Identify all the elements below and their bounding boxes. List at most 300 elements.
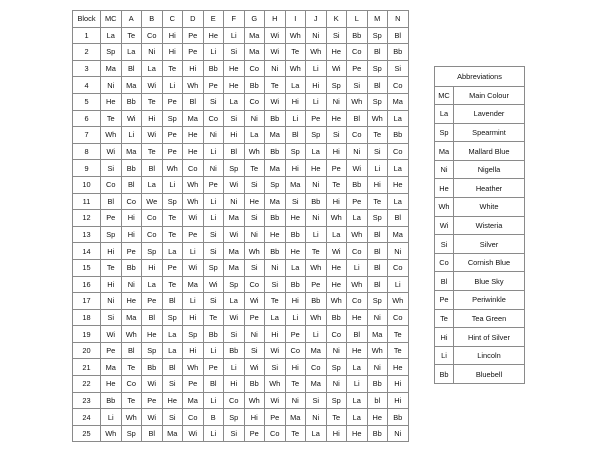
colour-cell: Te (142, 143, 163, 160)
abbreviation-row (435, 253, 525, 272)
colour-cell: Bb (121, 93, 142, 110)
table-row (73, 176, 409, 193)
colour-cell: He (326, 110, 347, 127)
block-number: 11 (73, 193, 101, 210)
colour-cell: Wh (244, 392, 265, 409)
colour-cell: Wi (244, 359, 265, 376)
colour-cell: Wh (367, 110, 388, 127)
column-header-g: G (244, 11, 265, 28)
colour-cell: Hi (326, 143, 347, 160)
colour-cell: He (203, 27, 224, 44)
colour-cell: La (224, 93, 245, 110)
block-number: 23 (73, 392, 101, 409)
colour-cell: Wi (265, 93, 286, 110)
colour-cell: Li (224, 359, 245, 376)
colour-cell: Wi (326, 60, 347, 77)
colour-cell: Wi (142, 376, 163, 393)
colour-cell: Li (203, 193, 224, 210)
colour-cell: Si (203, 226, 224, 243)
colour-cell: Ma (121, 77, 142, 94)
colour-cell: Si (306, 392, 327, 409)
block-number: 8 (73, 143, 101, 160)
colour-cell: Bb (326, 309, 347, 326)
colour-cell: Ni (388, 425, 409, 442)
block-number: 15 (73, 259, 101, 276)
table-row (73, 60, 409, 77)
colour-cell: Co (326, 326, 347, 343)
colour-cell: He (224, 77, 245, 94)
colour-cell: Wi (183, 259, 204, 276)
colour-cell: Si (162, 409, 183, 426)
colour-cell: Bb (285, 276, 306, 293)
colour-cell: Te (367, 193, 388, 210)
abbreviation-code: Bl (435, 272, 454, 291)
colour-cell: Si (347, 77, 368, 94)
column-header-b: B (142, 11, 163, 28)
colour-cell: Si (224, 425, 245, 442)
colour-cell: Wh (306, 44, 327, 61)
colour-cell: La (347, 392, 368, 409)
colour-cell: Te (285, 376, 306, 393)
colour-cell: Hi (265, 326, 286, 343)
colour-cell: Sp (162, 193, 183, 210)
table-row (73, 27, 409, 44)
colour-cell: La (285, 259, 306, 276)
colour-cell: Te (388, 326, 409, 343)
column-header-c: C (162, 11, 183, 28)
colour-cell: Bl (367, 276, 388, 293)
abbreviation-code: Wi (435, 216, 454, 235)
colour-cell: La (347, 359, 368, 376)
colour-cell: He (142, 326, 163, 343)
block-number: 9 (73, 160, 101, 177)
colour-cell: Li (203, 425, 224, 442)
colour-cell: Bb (121, 160, 142, 177)
colour-cell: Ni (101, 293, 122, 310)
colour-cell: La (347, 210, 368, 227)
colour-cell: bl (367, 392, 388, 409)
block-number: 25 (73, 425, 101, 442)
colour-cell: Pe (347, 60, 368, 77)
colour-cell: He (347, 342, 368, 359)
colour-cell: Ma (121, 309, 142, 326)
colour-cell: Ni (306, 210, 327, 227)
colour-cell: Te (265, 293, 286, 310)
colour-cell: Te (121, 392, 142, 409)
colour-cell: He (367, 409, 388, 426)
colour-cell: Wi (265, 342, 286, 359)
colour-cell: Ni (306, 176, 327, 193)
colour-cell: Ma (265, 160, 286, 177)
colour-cell: Ni (326, 376, 347, 393)
colour-cell: Sp (224, 160, 245, 177)
colour-cell: Co (183, 409, 204, 426)
colour-cell: Li (347, 376, 368, 393)
colour-cell: Bb (121, 259, 142, 276)
block-number: 13 (73, 226, 101, 243)
table-row (73, 342, 409, 359)
colour-cell: La (306, 425, 327, 442)
colour-cell: Wi (265, 44, 286, 61)
colour-cell: Bl (388, 27, 409, 44)
colour-cell: Si (285, 193, 306, 210)
colour-cell: Li (306, 93, 327, 110)
abbreviation-row (435, 309, 525, 328)
colour-cell: Bb (388, 409, 409, 426)
colour-cell: Hi (162, 27, 183, 44)
colour-cell: Sp (367, 293, 388, 310)
colour-cell: Bl (121, 60, 142, 77)
colour-cell: Bl (162, 359, 183, 376)
colour-cell: He (326, 44, 347, 61)
abbreviation-row (435, 291, 525, 310)
colour-cell: Li (306, 60, 327, 77)
colour-cell: He (347, 425, 368, 442)
colour-cell: He (121, 293, 142, 310)
column-header-k: K (326, 11, 347, 28)
colour-cell: Li (121, 127, 142, 144)
colour-cell: Si (203, 293, 224, 310)
abbreviations-title-row (435, 67, 525, 87)
block-number: 16 (73, 276, 101, 293)
colour-cell: Wh (183, 176, 204, 193)
colour-cell: Pe (101, 342, 122, 359)
colour-cell: Bl (224, 143, 245, 160)
column-header-j: J (306, 11, 327, 28)
colour-cell: Li (203, 143, 224, 160)
colour-cell: Sp (367, 27, 388, 44)
colour-cell: Bb (265, 143, 286, 160)
table-row (73, 44, 409, 61)
colour-cell: Pe (285, 326, 306, 343)
block-number: 18 (73, 309, 101, 326)
block-number: 10 (73, 176, 101, 193)
colour-cell: He (306, 160, 327, 177)
table-row (73, 160, 409, 177)
colour-cell: Co (101, 176, 122, 193)
colour-cell: Pe (183, 376, 204, 393)
block-number: 4 (73, 77, 101, 94)
colour-cell: Wi (121, 110, 142, 127)
colour-cell: Co (142, 226, 163, 243)
colour-cell: Co (388, 77, 409, 94)
colour-cell: He (162, 392, 183, 409)
colour-cell: Co (121, 193, 142, 210)
colour-cell: Hi (388, 376, 409, 393)
colour-cell: He (183, 127, 204, 144)
colour-cell: Pe (326, 160, 347, 177)
column-header-d: D (183, 11, 204, 28)
colour-cell: Te (306, 243, 327, 260)
colour-cell: Wh (183, 77, 204, 94)
colour-cell: La (121, 44, 142, 61)
colour-cell: Bb (347, 176, 368, 193)
colour-cell: Co (285, 342, 306, 359)
colour-cell: Ma (388, 226, 409, 243)
colour-cell: Hi (121, 226, 142, 243)
colour-cell: Te (101, 110, 122, 127)
abbreviations-table (434, 66, 525, 384)
colour-cell: Bl (347, 326, 368, 343)
colour-cell: Bl (142, 309, 163, 326)
colour-cell: Pe (203, 176, 224, 193)
table-row (73, 110, 409, 127)
colour-cell: Pe (244, 309, 265, 326)
colour-cell: Te (203, 309, 224, 326)
colour-cell: Hi (162, 44, 183, 61)
abbreviation-row (435, 179, 525, 198)
colour-cell: Si (244, 259, 265, 276)
column-header-mc: MC (101, 11, 122, 28)
abbreviation-name: Lavender (454, 105, 525, 124)
colour-cell: La (162, 342, 183, 359)
colour-cell: Co (183, 160, 204, 177)
colour-cell: Co (121, 376, 142, 393)
colour-cell: Wh (244, 243, 265, 260)
colour-cell: Sp (326, 359, 347, 376)
colour-cell: Si (367, 143, 388, 160)
colour-cell: Ma (244, 44, 265, 61)
colour-cell: Wh (285, 27, 306, 44)
colour-cell: Ma (101, 359, 122, 376)
colour-cell: Wi (101, 143, 122, 160)
colour-cell: Hi (326, 425, 347, 442)
table-row (73, 276, 409, 293)
colour-cell: Ni (326, 93, 347, 110)
colour-cell: Si (326, 27, 347, 44)
abbreviation-row (435, 160, 525, 179)
colour-cell: Hi (285, 93, 306, 110)
colour-cell: Ni (388, 243, 409, 260)
abbreviation-row (435, 235, 525, 254)
colour-cell: Co (306, 359, 327, 376)
colour-cell: Bb (203, 60, 224, 77)
colour-cell: Te (162, 210, 183, 227)
colour-cell: He (326, 276, 347, 293)
abbreviation-code: MC (435, 86, 454, 105)
colour-cell: Ma (162, 425, 183, 442)
colour-cell: Pe (142, 293, 163, 310)
table-row (73, 243, 409, 260)
colour-cell: Co (388, 259, 409, 276)
block-number: 1 (73, 27, 101, 44)
abbreviation-code: Si (435, 235, 454, 254)
colour-cell: Sp (224, 276, 245, 293)
abbreviation-row (435, 346, 525, 365)
colour-cell: Si (224, 110, 245, 127)
colour-cell: Te (162, 60, 183, 77)
colour-cell: Wh (101, 425, 122, 442)
abbreviation-row (435, 365, 525, 384)
abbreviations-title: Abbreviations (435, 67, 525, 87)
colour-cell: Te (285, 44, 306, 61)
colour-cell: Bl (203, 376, 224, 393)
abbreviation-row (435, 328, 525, 347)
abbreviation-code: Bb (435, 365, 454, 384)
colour-cell: Hi (183, 309, 204, 326)
abbreviation-row (435, 198, 525, 217)
colour-cell: Sp (183, 326, 204, 343)
colour-cell: He (326, 259, 347, 276)
abbreviation-name: Wisteria (454, 216, 525, 235)
colour-cell: Hi (142, 259, 163, 276)
colour-cell: Si (162, 376, 183, 393)
colour-cell: Hi (142, 110, 163, 127)
colour-cell: Sp (367, 60, 388, 77)
colour-cell: Wh (306, 309, 327, 326)
table-row (73, 210, 409, 227)
colour-cell: Te (142, 93, 163, 110)
colour-cell: Ma (388, 93, 409, 110)
colour-cell: Ma (121, 143, 142, 160)
colour-cell: He (101, 93, 122, 110)
colour-cell: Wi (326, 243, 347, 260)
colour-cell: Hi (224, 376, 245, 393)
colour-cell: Li (101, 409, 122, 426)
table-row (73, 359, 409, 376)
colour-cell: Wi (347, 160, 368, 177)
column-header-h: H (265, 11, 286, 28)
colour-cell: Sp (142, 342, 163, 359)
colour-cell: Bb (265, 210, 286, 227)
colour-cell: Wi (142, 127, 163, 144)
colour-cell: Ni (224, 193, 245, 210)
colour-cell: Ni (306, 27, 327, 44)
colour-cell: Bb (388, 127, 409, 144)
block-number: 20 (73, 342, 101, 359)
colour-cell: Bl (183, 93, 204, 110)
colour-cell: Co (224, 392, 245, 409)
colour-cell: Ma (224, 243, 245, 260)
colour-cell: Te (162, 226, 183, 243)
colour-cell: Sp (121, 425, 142, 442)
colour-cell: Hi (306, 77, 327, 94)
abbreviation-row (435, 86, 525, 105)
colour-cell: Bb (203, 326, 224, 343)
abbreviation-name: Periwinkle (454, 291, 525, 310)
colour-cell: Wh (347, 226, 368, 243)
colour-cell: Hi (367, 176, 388, 193)
block-number: 6 (73, 110, 101, 127)
colour-cell: La (224, 293, 245, 310)
abbreviation-code: Ni (435, 160, 454, 179)
colour-cell: Hi (244, 409, 265, 426)
colour-cell: La (162, 326, 183, 343)
colour-cell: Wh (326, 210, 347, 227)
colour-cell: Wi (142, 77, 163, 94)
colour-cell: Ni (101, 77, 122, 94)
colour-cell: Ni (326, 342, 347, 359)
table-row (73, 309, 409, 326)
colour-cell: Li (367, 160, 388, 177)
colour-cell: Pe (265, 409, 286, 426)
colour-cell: Sp (203, 259, 224, 276)
abbreviation-name: Main Colour (454, 86, 525, 105)
colour-cell: Bb (347, 27, 368, 44)
colour-cell: Ni (244, 226, 265, 243)
abbreviation-code: La (435, 105, 454, 124)
colour-cell: Ma (183, 392, 204, 409)
block-number: 3 (73, 60, 101, 77)
colour-cell: La (162, 243, 183, 260)
colour-cell: Co (142, 210, 163, 227)
colour-cell: Wh (183, 359, 204, 376)
colour-cell: Wh (347, 276, 368, 293)
colour-cell: Li (183, 293, 204, 310)
abbreviation-code: Sp (435, 123, 454, 142)
colour-cell: Bb (142, 359, 163, 376)
colour-cell: Si (224, 44, 245, 61)
colour-cell: Li (183, 243, 204, 260)
colour-cell: Li (203, 342, 224, 359)
colour-cell: Wi (183, 425, 204, 442)
colour-cell: Co (244, 60, 265, 77)
colour-cell: Co (347, 243, 368, 260)
colour-cell: Pe (306, 110, 327, 127)
abbreviation-name: Mallard Blue (454, 142, 525, 161)
colour-cell: Wh (285, 60, 306, 77)
colour-cell: Pe (183, 27, 204, 44)
colour-cell: Sp (101, 226, 122, 243)
colour-cell: Si (326, 127, 347, 144)
colour-cell: He (285, 243, 306, 260)
column-header-l: L (347, 11, 368, 28)
colour-cell: Si (265, 359, 286, 376)
colour-cell: Li (388, 276, 409, 293)
colour-cell: Ma (183, 276, 204, 293)
colour-cell: Pe (203, 359, 224, 376)
colour-cell: Co (203, 110, 224, 127)
colour-cell: Hi (183, 60, 204, 77)
colour-cell: Pe (142, 392, 163, 409)
colour-cell: Wi (265, 392, 286, 409)
block-number: 21 (73, 359, 101, 376)
colour-cell: Te (162, 276, 183, 293)
abbreviation-code: Te (435, 309, 454, 328)
table-row (73, 127, 409, 144)
colour-cell: Li (306, 326, 327, 343)
colour-cell: Ma (183, 110, 204, 127)
column-header-n: N (388, 11, 409, 28)
colour-cell: Ni (347, 143, 368, 160)
colour-cell: Wh (265, 376, 286, 393)
colour-cell: Si (244, 176, 265, 193)
table-row (73, 409, 409, 426)
colour-cell: Ma (224, 259, 245, 276)
colour-cell: Wh (162, 160, 183, 177)
colour-cell: Wh (121, 409, 142, 426)
colour-cell: Si (203, 93, 224, 110)
colour-cell: Te (326, 176, 347, 193)
colour-cell: Hi (326, 193, 347, 210)
colour-cell: Wh (306, 259, 327, 276)
table-row (73, 226, 409, 243)
colour-cell: Co (388, 309, 409, 326)
block-number: 24 (73, 409, 101, 426)
table-row (73, 77, 409, 94)
colour-cell: Pe (183, 44, 204, 61)
table-row (73, 425, 409, 442)
colour-cell: Li (224, 27, 245, 44)
colour-cell: Li (203, 210, 224, 227)
colour-cell: Li (347, 259, 368, 276)
colour-cell: Wi (224, 226, 245, 243)
colour-cell: Si (244, 210, 265, 227)
colour-cell: Hi (101, 243, 122, 260)
colour-cell: Li (162, 77, 183, 94)
colour-cell: Te (101, 259, 122, 276)
colour-cell: Bb (285, 226, 306, 243)
